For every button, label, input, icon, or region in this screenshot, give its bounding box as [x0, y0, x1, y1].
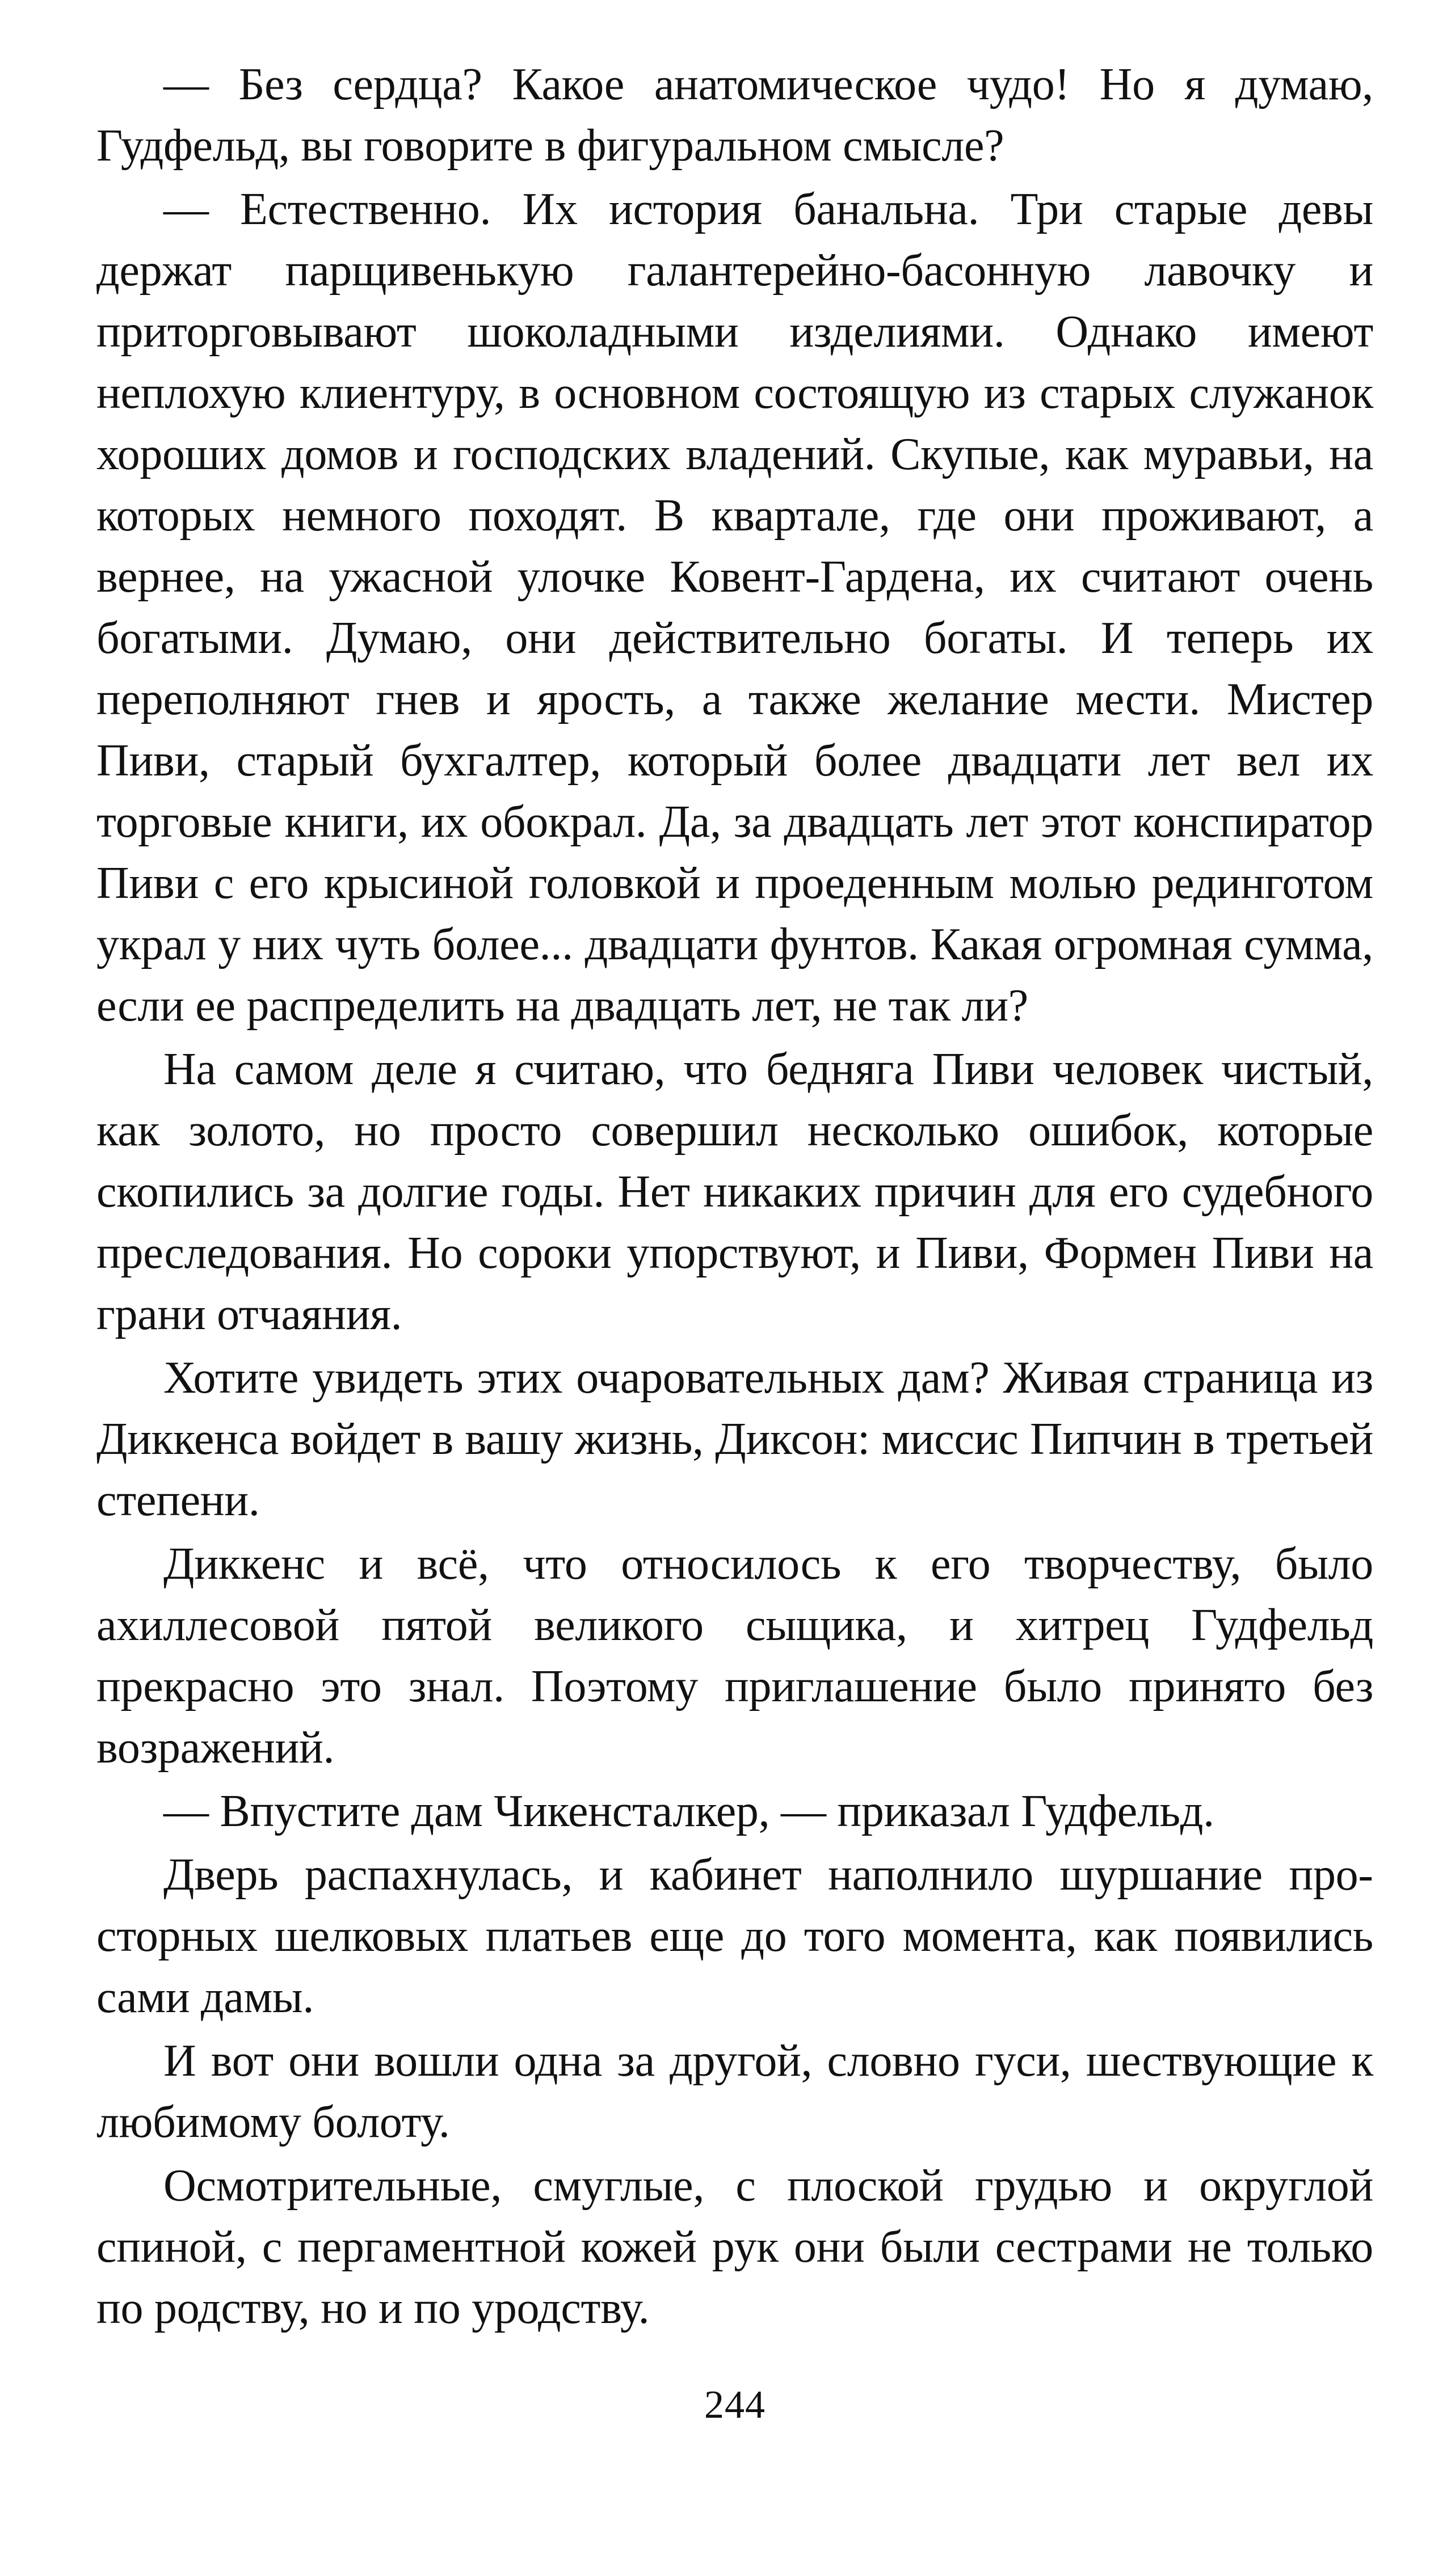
- paragraph: На самом деле я считаю, что бедняга Пиви человек чистый, как золото, но просто совершил несколько ошибок, которые скопились за долгие годы. Нет никаких причин для его судебного преследования. Но сороки упорствуют, и Пиви, Формен Пиви на грани отчаяния.: [96, 1044, 1373, 1339]
- paragraph: — Впустите дам Чикенсталкер, — приказал Гудфельд.: [163, 1786, 1214, 1836]
- body-text: [96, 54, 1373, 2339]
- paragraph: И вот они вошли одна за другой, словно гуси, шествующие к любимому болоту.: [96, 2036, 1373, 2147]
- book-page: [96, 54, 1373, 2576]
- paragraph: — Без сердца? Какое анатомическое чудо! Но я думаю, Гудфельд, вы говорите в фигуральном смысле?: [96, 60, 1373, 171]
- paragraph: Диккенс и всё, что относилось к его творчеству, было ахиллесовой пятой великого сыщика, и хитрец Гудфельд прекрасно это знал. Поэтому приглашение было принято без возражений.: [96, 1539, 1373, 1773]
- paragraph: Хотите увидеть этих очаровательных дам? Живая страница из Диккенса войдет в вашу жизнь, Диксон: миссис Пипчин в третьей степени.: [96, 1353, 1373, 1525]
- page-number: 244: [704, 2383, 766, 2427]
- paragraph: — Естественно. Их история банальна. Три старые девы держат парщивенькую галантерейно-басонную лавочку и приторговывают шоколадными изделиями. Однако имеют неплохую клиентуру, в основном состоящую из старых служанок хороших домов и господских владений. Скупые, как муравьи, на которых немного походят. В квартале, где они проживают, а вернее, на ужасной улочке Ковент-Гардена, их считают очень богатыми. Думаю, они действительно богаты. И теперь их переполняют гнев и ярость, а также желание мести. Мистер Пиви, старый бухгалтер, который более двадцати лет вел их торговые книги, их обокрал. Да, за двадцать лет этот конспиратор Пиви с его крысиной головкой и проеденным молью рединготом украл у них чуть более... двадцати фунтов. Какая огромная сумма, если ее распределить на двадцать лет, не так ли?: [96, 184, 1373, 1031]
- paragraph: Дверь распахнулась, и кабинет наполнило шуршание просторных шелковых платьев еще до того момента, как появились сами дамы.: [96, 1850, 1373, 2022]
- paragraph: Осмотрительные, смуглые, с плоской грудью и округлой спиной, с пергаментной кожей рук они были сестрами не только по родству, но и по уродству.: [96, 2161, 1373, 2333]
